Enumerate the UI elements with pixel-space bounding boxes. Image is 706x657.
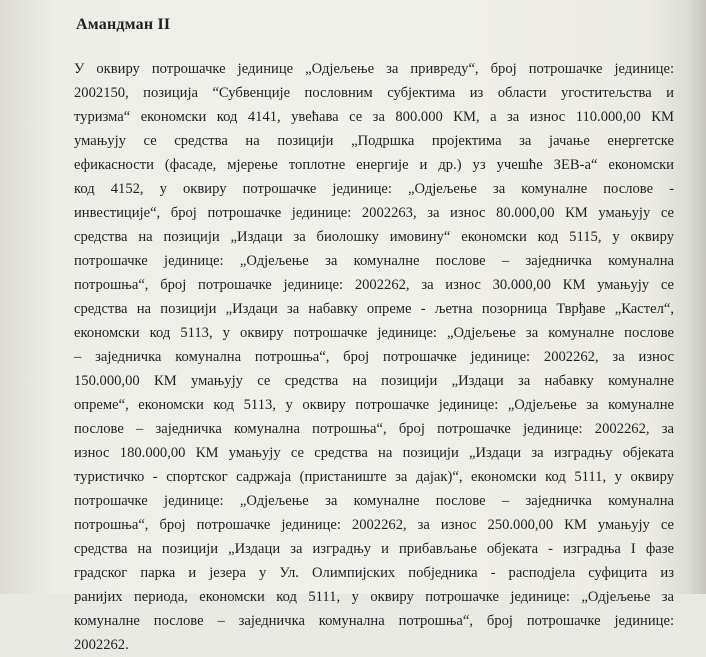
body-line: туристичко - спортског садржаја (пристаниште за дајак)“, економски код 5111, у оквиру — [74, 469, 674, 485]
body-line: комуналне послове – заједничка комунална потрошња“, број потрошачке јединице: — [74, 613, 674, 629]
body-line: потрошачке јединице: „Одјељење за комуналне послове – заједничка комунална — [74, 253, 674, 269]
body-line: средства на позицији „Издаци за изградњу и прибављање објеката - изградња I фазе — [74, 541, 674, 557]
body-line: потрошња“, број потрошачке јединице: 2002262, за износ 30.000,00 КМ умањују се — [74, 277, 674, 293]
body-line: средства на позицији „Издаци за набавку опреме - љетна позорница Тврђаве „Кастел“, — [74, 301, 674, 317]
body-line: средства на позицији „Издаци за биолошку имовину“ економски код 5115, у оквиру — [74, 229, 674, 245]
body-line: потрошачке јединице: „Одјељење за комуналне послове – заједничка комунална — [74, 493, 674, 509]
body-line: потрошња“, број потрошачке јединице: 2002262, за износ 250.000,00 КМ умањују се — [74, 517, 674, 533]
body-line: инвестиције“, број потрошачке јединице: 2002263, за износ 80.000,00 КМ умањују се — [74, 205, 674, 221]
body-line: 2002150, позиција “Субвенције пословним субјектима из области угоститељства и — [74, 85, 674, 101]
body-line: износ 180.000,00 КМ умањују се средства на позицији „Издаци за изградњу објеката — [74, 445, 674, 461]
body-line: 150.000,00 КМ умањују се средства на позицији „Издаци за набавку комуналне — [74, 373, 674, 389]
body-line: У оквиру потрошачке јединице „Одјељење за привреду“, број потрошачке јединице: — [74, 61, 674, 77]
body-line: – заједничка комунална потрошња“, број потрошачке јединице: 2002262, за износ — [74, 349, 674, 365]
amendment-heading: Амандман II — [76, 16, 171, 33]
body-line: туризма“ економски код 4141, увећава се за 800.000 КМ, а за износ 110.000,00 КМ — [74, 109, 674, 125]
body-line: ранијих периода, економски код 5111, у оквиру потрошачке јединице: „Одјељење за — [74, 589, 674, 605]
body-line: 2002262. — [74, 637, 129, 653]
body-line: ефикасности (фасаде, мјерење топлотне енергије и др.) уз учешће ЗЕВ-а“ економски — [74, 157, 674, 173]
body-line: опреме“, економски код 5113, у оквиру потрошачке јединице: „Одјељење за комуналне — [74, 397, 674, 413]
body-line: код 4152, у оквиру потрошачке јединице: „Одјељење за комуналне послове - — [74, 181, 674, 197]
body-line: умањују се средства на позицији „Подршка пројектима за јачање енергетске — [74, 133, 674, 149]
body-line: послове – заједничка комунална потрошња“, број потрошачке јединице: 2002262, за — [74, 421, 674, 437]
body-line: градског парка и језера у Ул. Олимпијских побједника - расподјела суфицита из — [74, 565, 674, 581]
amendment-body — [74, 57, 674, 657]
page-edge-shadow — [688, 0, 706, 594]
body-line: економски код 5113, у оквиру потрошачке јединице: „Одјељење за комуналне послове — [74, 325, 674, 341]
